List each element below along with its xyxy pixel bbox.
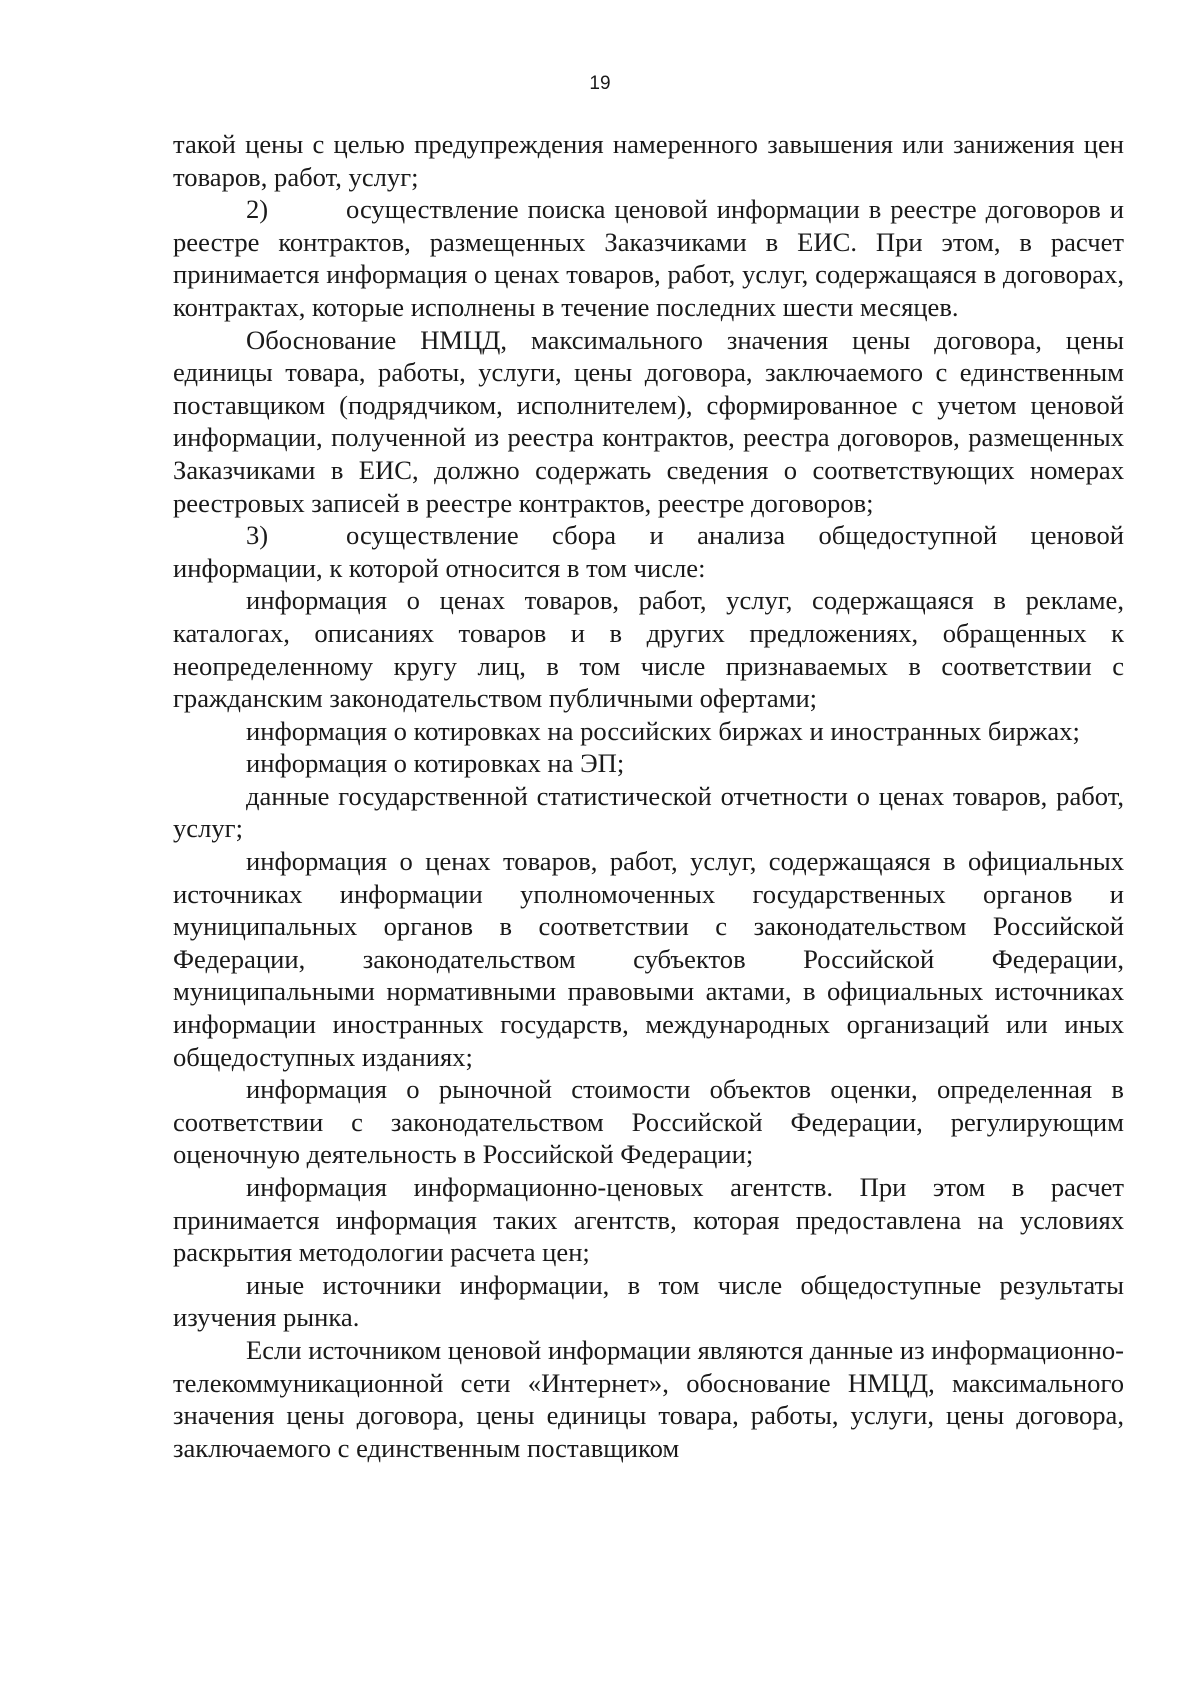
paragraph-official-sources: информация о ценах товаров, работ, услуг, содержащаяся в официальных источниках информации уполномоченных государственных органов и муниципальных органов в соответствии с законодательством Российской Федерации, законодательством субъектов Российской Федерации, муниципальными нормативными правовыми актами, в официальных источниках информации иностранных государств, международных организаций или иных общедоступных изданиях; <box>173 846 1124 1072</box>
paragraph-item-2 <box>173 193 1124 323</box>
paragraph-exchange-quotes: информация о котировках на российских биржах и иностранных биржах; <box>246 715 1080 746</box>
paragraph-statistics: данные государственной статистической отчетности о ценах товаров, работ, услуг; <box>173 780 1124 844</box>
paragraph-internet-source: Если источником ценовой информации являются данные из информационно-телекоммуникационной сети «Интернет», обоснование НМЦД, максимального значения цены договора, цены единицы товара, работы, услуги, цены договора, заключаемого с единственным поставщиком <box>173 1334 1124 1463</box>
paragraph-nmcd-justification: Обоснование НМЦД, максимального значения цены договора, цены единицы товара, работы, услуги, цены договора, заключаемого с единственным поставщиком (подрядчиком, исполнителем), сформированное с учетом ценовой информации, полученной из реестра контрактов, реестра договоров, размещенных Заказчиками в ЕИС, должно содержать сведения о соответствующих номерах реестровых записей в реестре контрактов, реестре договоров; <box>173 324 1124 518</box>
list-number: 3) <box>246 520 269 551</box>
list-item-text: осуществление сбора и анализа общедоступной ценовой информации, к которой относится в том числе: <box>173 520 1124 583</box>
paragraph-advertising-info: информация о ценах товаров, работ, услуг, содержащаяся в рекламе, каталогах, описаниях товаров и в других предложениях, обращенных к неопределенному кругу лиц, в том числе признаваемых в соответствии с гражданским законодательством публичными офертами; <box>173 585 1124 714</box>
list-item-text: осуществление поиска ценовой информации в реестре договоров и реестре контрактов, размещенных Заказчиками в ЕИС. При этом, в расчет принимается информация о ценах товаров, работ, услуг, содержащаяся в договорах, контрактах, которые исполнены в течение последних шести месяцев. <box>173 194 1124 322</box>
paragraph-price-agencies: информация информационно-ценовых агентств. При этом в расчет принимается информация таких агентств, которая предоставлена на условиях раскрытия методологии расчета цен; <box>173 1172 1124 1268</box>
paragraph-item-3 <box>173 519 1124 584</box>
paragraph-continuation: такой цены с целью предупреждения намеренного завышения или занижения цен товаров, работ, услуг; <box>173 129 1124 192</box>
document-body <box>173 128 1124 1464</box>
paragraph-other-sources: иные источники информации, в том числе общедоступные результаты изучения рынка. <box>173 1269 1124 1333</box>
paragraph-market-value: информация о рыночной стоимости объектов оценки, определенная в соответствии с законодательством Российской Федерации, регулирующим оценочную деятельность в Российской Федерации; <box>173 1074 1124 1170</box>
list-number: 2) <box>246 194 269 225</box>
page-number: 19 <box>589 73 611 94</box>
paragraph-ep-quotes: информация о котировках на ЭП; <box>246 748 625 779</box>
